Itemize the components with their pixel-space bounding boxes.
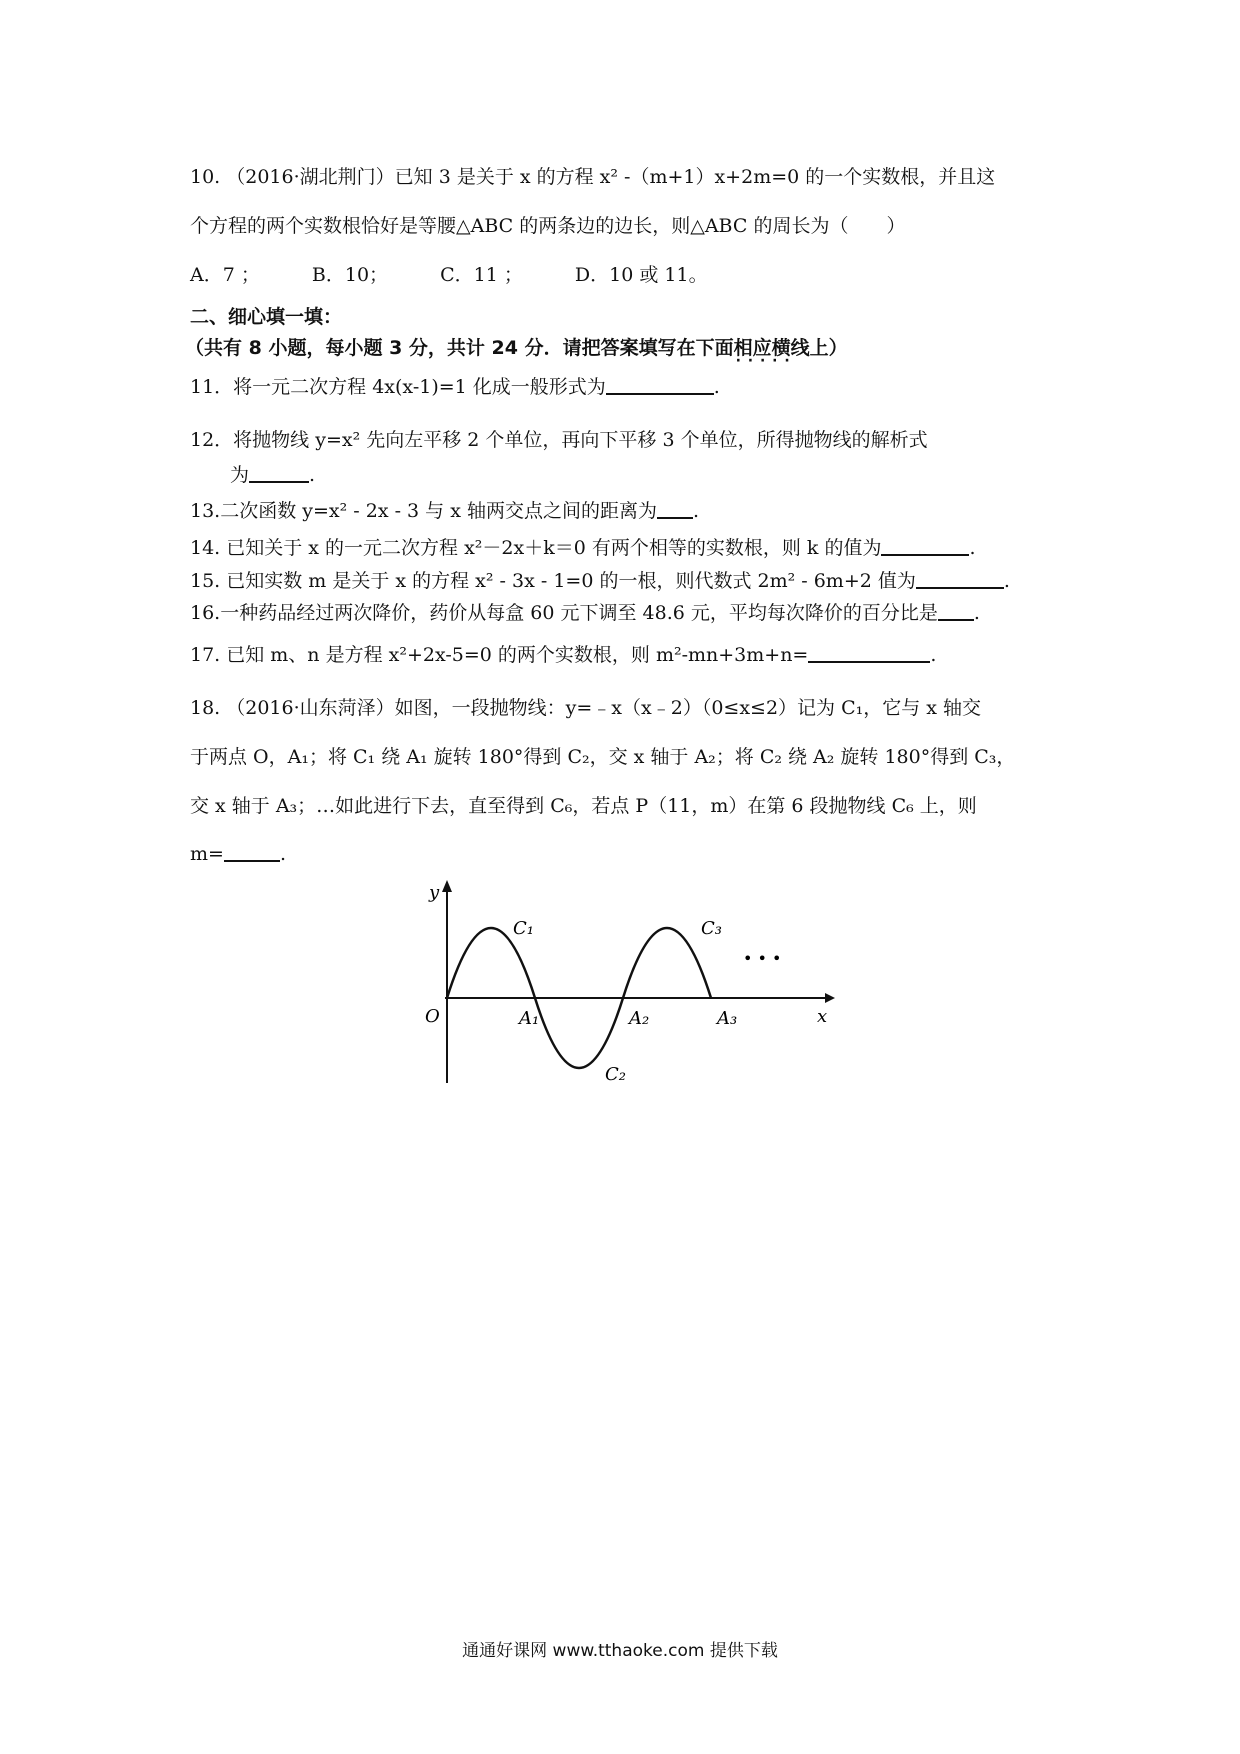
q13-text: 13.二次函数 y=x² - 2x - 3 与 x 轴两交点之间的距离为 <box>190 500 657 522</box>
curve-c2 <box>535 998 623 1068</box>
q14-text: 14. 已知关于 x 的一元二次方程 x²－2x＋k＝0 有两个相等的实数根，则 k 的值为 <box>190 537 882 559</box>
q15-answer-blank[interactable] <box>916 567 1004 589</box>
section2-note-c: ） <box>828 337 848 359</box>
q10-options <box>190 260 754 287</box>
q16 <box>190 598 980 625</box>
q15-end: . <box>1003 570 1010 592</box>
q18-line1: 18. （2016·山东菏泽）如图，一段抛物线：y=﹣x（x﹣2）（0≤x≤2）记为 C₁，它与 x 轴交 <box>190 697 982 719</box>
curve-c1-label: C₁ <box>513 918 534 939</box>
section2-note <box>185 333 848 360</box>
q18-answer-blank[interactable] <box>224 840 280 862</box>
y-axis-label: y <box>429 882 440 903</box>
q16-end: . <box>973 602 980 624</box>
q14-end: . <box>969 537 976 559</box>
q13-answer-blank[interactable] <box>657 497 693 519</box>
origin-label: O <box>425 1006 440 1027</box>
q13 <box>190 496 699 523</box>
q12-text: 为 <box>230 464 250 486</box>
q10-line2: 个方程的两个实数根恰好是等腰△ABC 的两条边的边长，则△ABC 的周长为（ ） <box>190 215 906 237</box>
section2-heading: 二、细心填一填： <box>190 306 343 328</box>
parabola-graph <box>405 878 835 1093</box>
q15-text: 15. 已知实数 m 是关于 x 的方程 x² - 3x - 1=0 的一根，则代数式 2m² - 6m+2 值为 <box>190 570 916 592</box>
q12-answer-blank[interactable] <box>249 461 309 483</box>
q11-answer-blank[interactable] <box>606 373 714 395</box>
q10-option-c: C．11 ； <box>440 264 523 286</box>
point-a1-label: A₁ <box>519 1008 540 1029</box>
x-axis-label: x <box>817 1006 828 1027</box>
q18-line4 <box>190 840 286 865</box>
q10-option-a: A．7 ； <box>190 264 260 286</box>
q12-line2 <box>230 460 315 487</box>
q16-answer-blank[interactable] <box>938 599 974 621</box>
q18-line2: 于两点 O，A₁；将 C₁ 绕 A₁ 旋转 180°得到 C₂，交 x 轴于 A₂；将 C₂ 绕 A₂ 旋转 180°得到 C₃， <box>190 746 1016 768</box>
q15 <box>190 566 1010 593</box>
q10-line1: 10. （2016·湖北荆门）已知 3 是关于 x 的方程 x² -（m+1）x+2m=0 的一个实数根，并且这 <box>190 166 996 188</box>
y-axis-arrow <box>442 880 452 892</box>
ellipsis: • • • <box>743 949 782 968</box>
q14 <box>190 533 976 560</box>
q18-text: m= <box>190 842 224 865</box>
section2-note-b: 相应横线上 · · · <box>734 337 829 359</box>
q11-end: . <box>713 376 720 398</box>
point-a3-label: A₃ <box>717 1008 738 1029</box>
q10-option-d: D．10 或 11。 <box>574 264 708 286</box>
footer: 通通好课网 www.tthaoke.com 提供下载 <box>462 1641 778 1661</box>
curve-c2-label: C₂ <box>605 1064 626 1085</box>
section2-note-a: （共有 8 小题，每小题 3 分，共计 24 分．请把答案填写在下面 <box>185 337 734 359</box>
q11 <box>190 372 720 399</box>
q18-end: . <box>279 842 286 865</box>
q18-line3: 交 x 轴于 A₃；…如此进行下去，直至得到 C₆，若点 P（11，m）在第 6 段抛物线 C₆ 上，则 <box>190 795 977 817</box>
q17-text: 17. 已知 m、n 是方程 x²+2x-5=0 的两个实数根，则 m²-mn+3m+n= <box>190 644 809 666</box>
q17-end: . <box>930 644 937 666</box>
q16-text: 16.一种药品经过两次降价，药价从每盒 60 元下调至 48.6 元，平均每次降价的百分比是 <box>190 602 938 624</box>
q13-end: . <box>692 500 700 522</box>
q17-answer-blank[interactable] <box>808 641 930 663</box>
q10-option-b: B．10； <box>311 264 389 286</box>
point-a2-label: A₂ <box>629 1008 650 1029</box>
q12-line1: 12．将抛物线 y=x² 先向左平移 2 个单位，再向下平移 3 个单位，所得抛物线的解析式 <box>190 429 928 451</box>
q11-text: 11．将一元二次方程 4x(x-1)=1 化成一般形式为 <box>190 376 606 398</box>
curve-c3 <box>623 928 711 998</box>
q17 <box>190 640 936 667</box>
x-axis-arrow <box>825 993 835 1003</box>
curve-c3-label: C₃ <box>701 918 722 939</box>
q12-end: . <box>309 464 316 486</box>
q14-answer-blank[interactable] <box>881 534 969 556</box>
